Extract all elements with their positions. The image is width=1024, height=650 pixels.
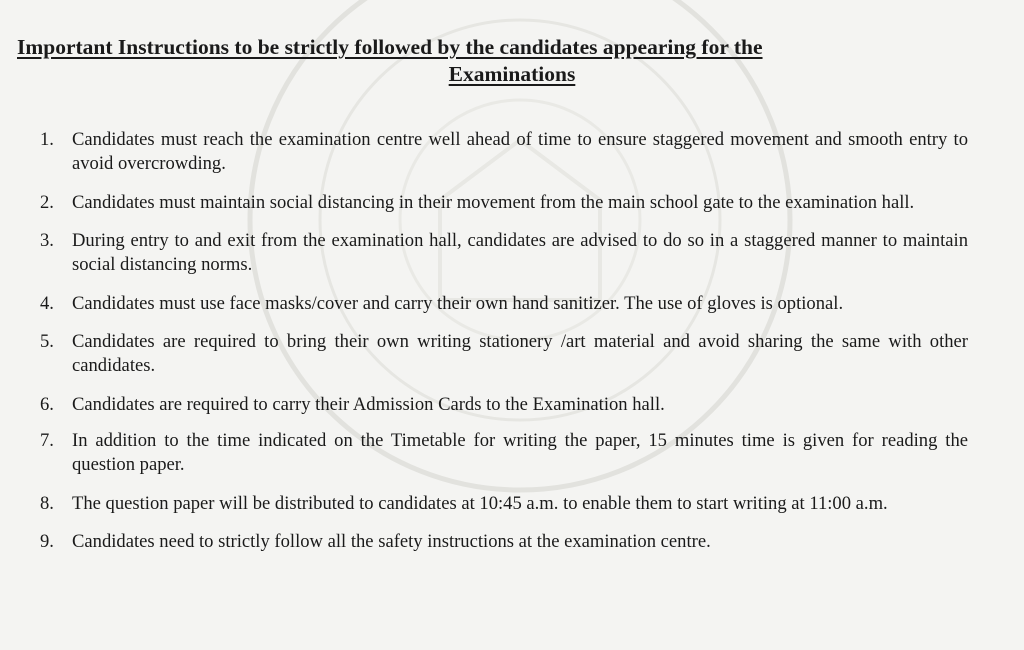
instruction-text: Candidates are required to carry their Admission Cards to the Examination hall.: [72, 393, 665, 415]
title-line-2: Examinations: [448, 62, 576, 86]
instruction-text: Candidates need to strictly follow all the safety instructions at the examination centre.: [72, 531, 711, 553]
instruction-number: 2.: [40, 191, 54, 213]
instruction-text: During entry to and exit from the examination hall, candidates are advised to do so in a staggered manner to maintain social distancing norms.: [72, 230, 968, 276]
instruction-number: 9.: [40, 531, 54, 553]
instructions-list: [40, 128, 968, 566]
instruction-number: 4.: [40, 292, 54, 314]
instruction-item: [40, 128, 968, 176]
instruction-item: [40, 530, 968, 554]
instruction-item: [40, 330, 968, 378]
instruction-number: 3.: [40, 230, 54, 252]
instruction-number: 6.: [40, 393, 54, 415]
instruction-text: In addition to the time indicated on the Timetable for writing the paper, 15 minutes time is given for reading the question paper.: [72, 429, 968, 475]
instruction-number: 5.: [40, 331, 54, 353]
instruction-number: 7.: [40, 429, 54, 451]
instruction-text: Candidates must reach the examination centre well ahead of time to ensure staggered movement and smooth entry to avoid overcrowding.: [72, 129, 968, 174]
instruction-item: [40, 429, 968, 477]
instruction-item: [40, 292, 968, 316]
instruction-item: [40, 492, 968, 516]
instruction-text: Candidates must use face masks/cover and carry their own hand sanitizer. The use of gloves is optional.: [72, 292, 844, 314]
instruction-text: Candidates are required to bring their own writing stationery /art material and avoid sharing the same with other candidates.: [72, 331, 968, 377]
title-line-1: Important Instructions to be strictly followed by the candidates appearing for the: [17, 35, 763, 59]
document-title: [0, 34, 1024, 88]
instruction-item: [40, 191, 968, 215]
instruction-item: [40, 229, 968, 277]
instruction-number: 1.: [40, 129, 54, 150]
instruction-item: [40, 393, 968, 417]
instruction-text: The question paper will be distributed to candidates at 10:45 a.m. to enable them to start writing at 11:00 a.m.: [72, 492, 888, 514]
instruction-number: 8.: [40, 492, 54, 514]
instruction-text: Candidates must maintain social distancing in their movement from the main school gate to the examination hall.: [72, 191, 915, 213]
